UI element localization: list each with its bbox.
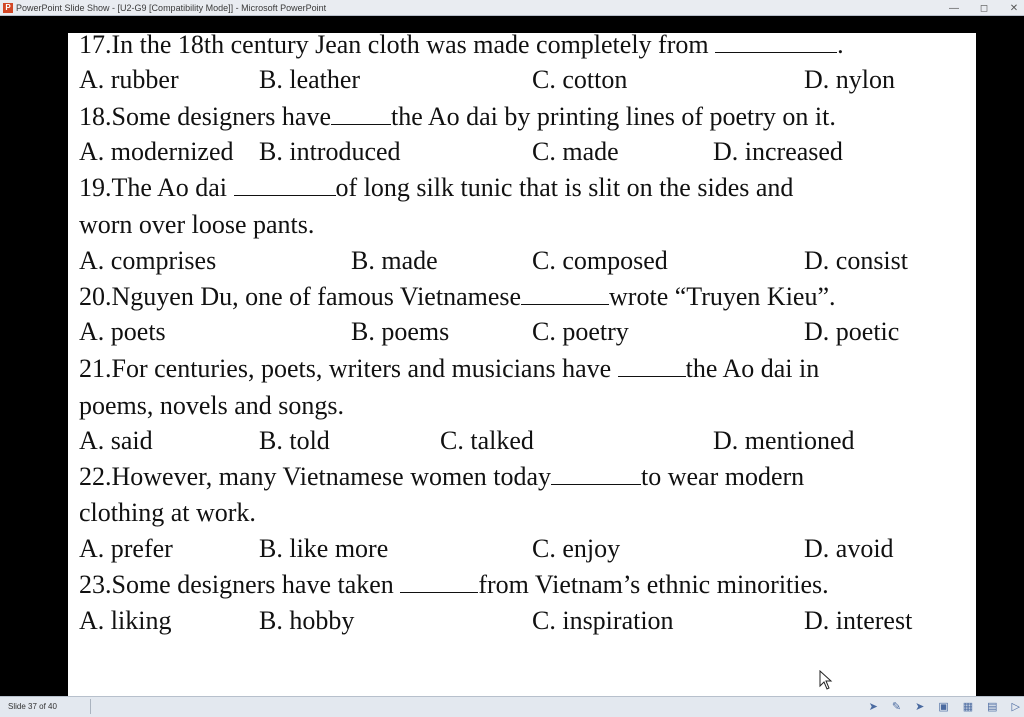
pen-icon[interactable]: ✎ bbox=[891, 701, 902, 713]
question-21-option-a: A. said bbox=[79, 426, 153, 455]
window-controls bbox=[948, 0, 1020, 16]
question-19-line-2 bbox=[79, 210, 314, 240]
question-19-option-c: C. composed bbox=[532, 246, 668, 275]
answer-blank bbox=[521, 282, 609, 305]
question-22-option-a: A. prefer bbox=[79, 534, 173, 563]
question-20-line-1 bbox=[79, 282, 836, 312]
question-19-option-a: A. comprises bbox=[79, 246, 217, 275]
question-22-line-2 bbox=[79, 498, 256, 528]
question-21-line-1 bbox=[79, 354, 819, 384]
question-text: clothing at work. bbox=[79, 498, 256, 527]
question-21-option-c: C. talked bbox=[440, 426, 534, 455]
question-23-line-1 bbox=[79, 570, 829, 600]
question-21-option-d: D. mentioned bbox=[713, 426, 855, 455]
question-20-option-b: B. poems bbox=[351, 317, 450, 346]
question-23-option-c: C. inspiration bbox=[532, 606, 674, 635]
question-18-option-b: B. introduced bbox=[259, 137, 401, 166]
question-19-line-1 bbox=[79, 173, 793, 203]
question-text: the Ao dai in bbox=[685, 354, 820, 383]
answer-blank bbox=[400, 570, 478, 593]
answer-blank bbox=[715, 30, 837, 53]
question-19-option-b: B. made bbox=[351, 246, 438, 275]
window-title: PowerPoint Slide Show - [U2-G9 [Compatibility Mode]] - Microsoft PowerPoint bbox=[16, 2, 327, 13]
minimize-icon[interactable]: — bbox=[949, 2, 959, 14]
answer-blank bbox=[234, 173, 336, 196]
reading-view-icon[interactable]: ▤ bbox=[987, 701, 998, 713]
question-18-option-c: C. made bbox=[532, 137, 619, 166]
question-17-option-d: D. nylon bbox=[804, 65, 895, 94]
question-21-option-b: B. told bbox=[259, 426, 330, 455]
slide-counter: Slide 37 of 40 bbox=[8, 702, 57, 711]
next-arrow-icon[interactable]: ➤ bbox=[915, 701, 925, 713]
slide-sorter-icon[interactable]: ▦ bbox=[962, 701, 974, 713]
question-18-line-1 bbox=[79, 102, 836, 132]
question-22-option-d: D. avoid bbox=[804, 534, 894, 563]
question-text: 19.The Ao dai bbox=[79, 173, 234, 202]
status-bar bbox=[0, 696, 1024, 717]
question-text: worn over loose pants. bbox=[79, 210, 315, 239]
mouse-pointer-icon bbox=[819, 670, 833, 690]
question-20-option-d: D. poetic bbox=[804, 317, 900, 346]
question-17-line-1 bbox=[79, 30, 844, 60]
question-text: poems, novels and songs. bbox=[79, 391, 345, 420]
question-23-option-a: A. liking bbox=[79, 606, 172, 635]
question-17-option-a: A. rubber bbox=[79, 65, 179, 94]
question-text: . bbox=[837, 30, 844, 59]
prev-arrow-icon[interactable]: ➤ bbox=[868, 701, 878, 713]
powerpoint-app-icon: P bbox=[3, 3, 13, 13]
question-18-option-a: A. modernized bbox=[79, 137, 234, 166]
normal-view-icon[interactable]: ▣ bbox=[938, 701, 949, 713]
answer-blank bbox=[618, 354, 686, 377]
question-text: wrote “Truyen Kieu”. bbox=[609, 282, 836, 311]
question-text: 22.However, many Vietnamese women today bbox=[79, 462, 552, 491]
answer-blank bbox=[331, 102, 391, 125]
question-text: 21.For centuries, poets, writers and musicians have bbox=[79, 354, 618, 383]
question-18-option-d: D. increased bbox=[713, 137, 843, 166]
question-text: from Vietnam’s ethnic minorities. bbox=[478, 570, 829, 599]
question-22-line-1 bbox=[79, 462, 804, 492]
slideshow-icon[interactable]: ▷ bbox=[1011, 701, 1020, 713]
question-22-option-b: B. like more bbox=[259, 534, 389, 563]
question-text: 18.Some designers have bbox=[79, 102, 332, 131]
question-20-option-c: C. poetry bbox=[532, 317, 629, 346]
status-icon-group bbox=[869, 700, 1020, 713]
question-22-option-c: C. enjoy bbox=[532, 534, 621, 563]
answer-blank bbox=[551, 462, 641, 485]
question-text: of long silk tunic that is slit on the sides and bbox=[335, 173, 794, 202]
question-23-option-d: D. interest bbox=[804, 606, 913, 635]
question-20-option-a: A. poets bbox=[79, 317, 166, 346]
title-bar bbox=[0, 0, 1024, 16]
question-text: to wear modern bbox=[641, 462, 805, 491]
question-23-option-b: B. hobby bbox=[259, 606, 355, 635]
question-text: 17.In the 18th century Jean cloth was made completely from bbox=[79, 30, 716, 59]
status-divider bbox=[90, 699, 91, 714]
restore-icon[interactable]: ◻ bbox=[979, 2, 989, 14]
question-19-option-d: D. consist bbox=[804, 246, 908, 275]
close-icon[interactable]: ✕ bbox=[1009, 2, 1019, 14]
question-17-option-c: C. cotton bbox=[532, 65, 628, 94]
question-17-option-b: B. leather bbox=[259, 65, 361, 94]
question-21-line-2 bbox=[79, 391, 344, 421]
question-text: 23.Some designers have taken bbox=[79, 570, 401, 599]
question-text: the Ao dai by printing lines of poetry on it. bbox=[391, 102, 836, 131]
question-text: 20.Nguyen Du, one of famous Vietnamese bbox=[79, 282, 522, 311]
